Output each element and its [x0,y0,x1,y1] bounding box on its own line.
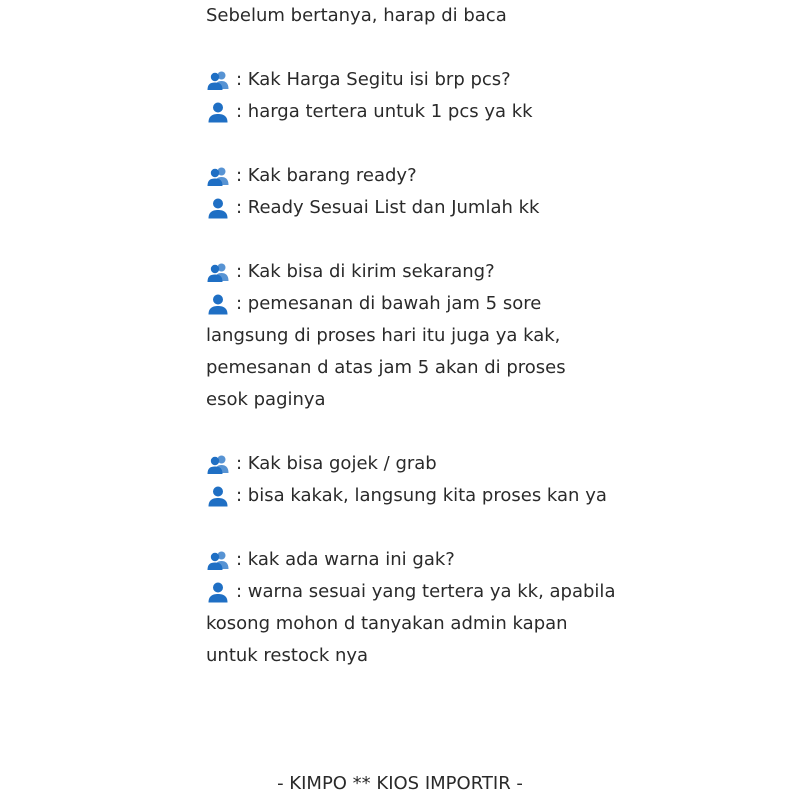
faq-answer-continuation [206,608,626,640]
faq-list [206,32,626,672]
blank-line [206,128,626,160]
faq-answer-text: : harga tertera untuk 1 pcs ya kk [236,101,533,122]
faq-answer-text: : warna sesuai yang tertera ya kk, apabila [236,581,616,602]
faq-question-text: : kak ada warna ini gak? [236,549,455,570]
person-icon [206,581,230,603]
two-people-icon [206,453,230,475]
person-icon [206,293,230,315]
faq-answer [206,288,626,320]
faq-answer-text: : Ready Sesuai List dan Jumlah kk [236,197,540,218]
faq-answer [206,480,626,512]
blank-line [206,224,626,256]
faq-question [206,544,626,576]
faq-answer-continuation [206,640,626,672]
person-icon [206,485,230,507]
blank-line [206,416,626,448]
faq-answer [206,96,626,128]
faq-answer-continuation [206,320,626,352]
footer-brand: - KIMPO ** KIOS IMPORTIR - [277,773,523,794]
document-title: Sebelum bertanya, harap di baca [206,5,507,26]
two-people-icon [206,549,230,571]
faq-question-text: : Kak bisa di kirim sekarang? [236,261,495,282]
faq-answer [206,192,626,224]
two-people-icon [206,69,230,91]
faq-answer-text: esok paginya [206,389,326,410]
faq-question [206,256,626,288]
faq-document [206,0,626,672]
faq-answer-text: untuk restock nya [206,645,369,666]
faq-question-text: : Kak bisa gojek / grab [236,453,437,474]
faq-question [206,448,626,480]
faq-question-text: : Kak Harga Segitu isi brp pcs? [236,69,511,90]
faq-answer-text: pemesanan d atas jam 5 akan di proses [206,357,566,378]
faq-question [206,160,626,192]
person-icon [206,101,230,123]
two-people-icon [206,261,230,283]
two-people-icon [206,165,230,187]
blank-line [206,32,626,64]
faq-answer-text: kosong mohon d tanyakan admin kapan [206,613,568,634]
person-icon [206,197,230,219]
faq-question [206,64,626,96]
blank-line [206,512,626,544]
faq-answer [206,576,626,608]
faq-answer-text: : bisa kakak, langsung kita proses kan ya [236,485,607,506]
faq-answer-continuation [206,384,626,416]
faq-question-text: : Kak barang ready? [236,165,417,186]
faq-answer-text: langsung di proses hari itu juga ya kak, [206,325,561,346]
faq-answer-continuation [206,352,626,384]
faq-answer-text: : pemesanan di bawah jam 5 sore [236,293,542,314]
